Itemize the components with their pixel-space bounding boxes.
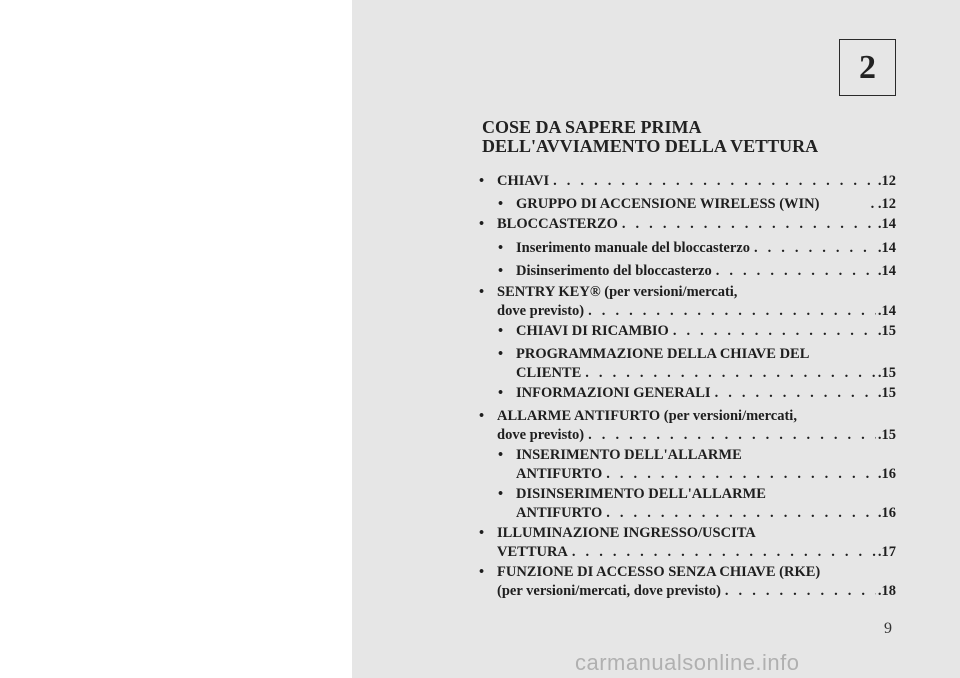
toc-page-number: .15: [877, 427, 896, 443]
toc-entry[interactable]: [479, 524, 896, 562]
toc-entry-label: FUNZIONE DI ACCESSO SENZA CHIAVE (RKE): [497, 564, 821, 580]
toc-entry[interactable]: [498, 485, 896, 523]
toc-entry-label: Inserimento manuale del bloccasterzo: [516, 240, 750, 256]
toc-page-number: .15: [877, 323, 896, 339]
toc-page-number: . .12: [870, 196, 896, 212]
toc-entry[interactable]: [479, 172, 896, 191]
dot-leader: [721, 582, 876, 601]
toc-entry-label: ANTIFURTO: [516, 466, 603, 482]
bullet-icon: •: [479, 408, 485, 424]
toc-entry-label: dove previsto): [497, 427, 585, 443]
toc-page-number: .16: [877, 505, 896, 521]
dot-leader: [618, 215, 876, 234]
toc-page-number: .14: [877, 303, 896, 319]
section-title-line-1: COSE DA SAPERE PRIMA: [482, 117, 702, 137]
toc-entry-label: BLOCCASTERZO: [497, 216, 618, 232]
toc-entry-label: CHIAVI: [497, 173, 550, 189]
dot-leader: [584, 426, 876, 445]
toc-page-number: .15: [877, 385, 896, 401]
toc-entry-label: CLIENTE: [516, 365, 582, 381]
toc-page-number: .14: [877, 216, 896, 232]
toc-entry-label: SENTRY KEY® (per versioni/mercati,: [497, 284, 738, 300]
toc-entry[interactable]: [479, 215, 896, 234]
toc-entry-label: DISINSERIMENTO DELL'ALLARME: [516, 486, 766, 502]
bullet-icon: •: [498, 323, 504, 339]
bullet-icon: •: [479, 525, 485, 541]
toc-page-number: .18: [877, 583, 896, 599]
toc-entry[interactable]: [498, 239, 896, 258]
bullet-icon: •: [498, 196, 504, 212]
bullet-icon: •: [479, 564, 485, 580]
bullet-icon: •: [498, 346, 504, 362]
toc-entry[interactable]: [498, 195, 896, 214]
toc-entry[interactable]: [479, 563, 896, 601]
toc-entry[interactable]: [498, 446, 896, 484]
bullet-icon: •: [498, 385, 504, 401]
toc-entry[interactable]: [498, 322, 896, 341]
toc-page-number: .16: [877, 466, 896, 482]
toc-page-number: .14: [877, 240, 896, 256]
toc-entry-label: Disinserimento del bloccasterzo: [516, 263, 712, 279]
bullet-icon: •: [479, 216, 485, 232]
left-blank-page: [0, 0, 352, 678]
page-number: 9: [884, 620, 892, 637]
toc-entry[interactable]: [498, 345, 896, 383]
toc-entry-label: INFORMAZIONI GENERALI: [516, 385, 711, 401]
toc-entry-label: ILLUMINAZIONE INGRESSO/USCITA: [497, 525, 756, 541]
toc-entry[interactable]: [498, 384, 896, 403]
dot-leader: [711, 384, 876, 403]
toc-entry-label: INSERIMENTO DELL'ALLARME: [516, 447, 742, 463]
bullet-icon: •: [498, 447, 504, 463]
chapter-number-box: 2: [839, 39, 896, 96]
section-title-line-2: DELL'AVVIAMENTO DELLA VETTURA: [482, 136, 819, 156]
toc-entry-label: ALLARME ANTIFURTO (per versioni/mercati,: [497, 408, 797, 424]
dot-leader: [602, 465, 876, 484]
bullet-icon: •: [498, 263, 504, 279]
dot-leader: [581, 364, 876, 383]
dot-leader: [750, 239, 876, 258]
toc-entry-label: VETTURA: [497, 544, 568, 560]
bullet-icon: •: [498, 486, 504, 502]
dot-leader: [602, 504, 876, 523]
dot-leader: [584, 302, 876, 321]
toc-entry[interactable]: [479, 407, 896, 445]
toc-page-number: .14: [877, 263, 896, 279]
toc-entry-label: ANTIFURTO: [516, 505, 603, 521]
watermark: carmanualsonline.info: [575, 650, 800, 675]
bullet-icon: •: [498, 240, 504, 256]
toc-entry-label: (per versioni/mercati, dove previsto): [497, 583, 721, 599]
toc-page-number: .15: [877, 365, 896, 381]
bullet-icon: •: [479, 284, 485, 300]
toc-entry[interactable]: [498, 262, 896, 281]
dot-leader: [712, 262, 876, 281]
dot-leader: [568, 543, 876, 562]
toc-entry-label: GRUPPO DI ACCENSIONE WIRELESS (WIN): [516, 196, 820, 212]
dot-leader: [549, 172, 876, 191]
dot-leader: [669, 322, 876, 341]
toc-entry-label: dove previsto): [497, 303, 585, 319]
toc-entry-label: PROGRAMMAZIONE DELLA CHIAVE DEL: [516, 346, 810, 362]
toc-page-number: .12: [877, 173, 896, 189]
toc-entry-label: CHIAVI DI RICAMBIO: [516, 323, 669, 339]
section-title: [482, 118, 818, 156]
toc-entry[interactable]: [479, 283, 896, 321]
toc-page-number: .17: [877, 544, 896, 560]
bullet-icon: •: [479, 173, 485, 189]
